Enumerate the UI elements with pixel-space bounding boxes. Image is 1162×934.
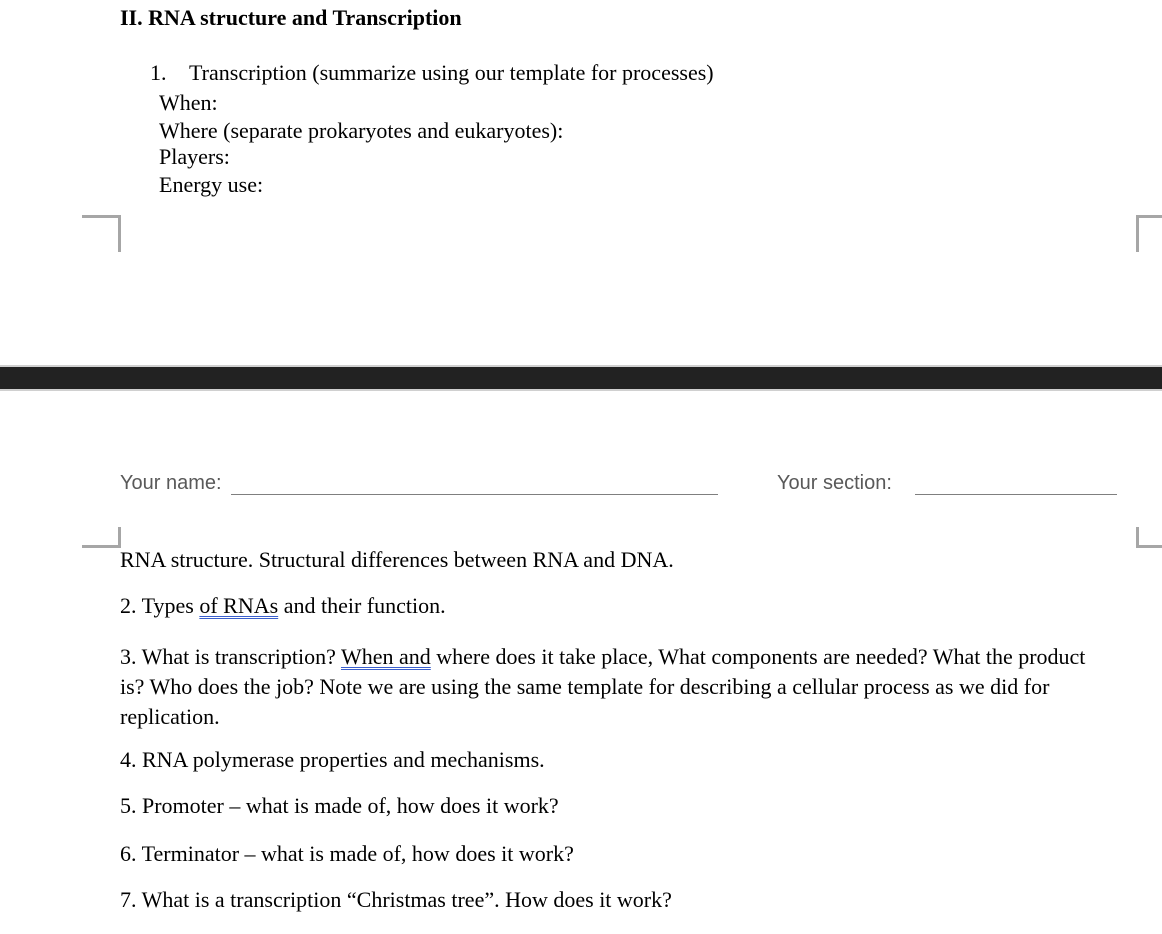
page-break-edge bbox=[0, 389, 1162, 391]
name-label: Your name: bbox=[120, 472, 222, 494]
crop-mark-top-left bbox=[82, 215, 121, 252]
grammar-flag[interactable]: When and bbox=[340, 644, 431, 669]
section-label: Your section: bbox=[777, 472, 892, 494]
question-7: 7. What is a transcription “Christmas tree”. How does it work? bbox=[120, 887, 672, 912]
field-label-energy-use: Energy use: bbox=[159, 172, 264, 197]
question-3 bbox=[120, 642, 1110, 732]
question-2-text: and their function. bbox=[278, 593, 446, 618]
crop-mark-bottom-right bbox=[1136, 527, 1162, 548]
question-6: 6. Terminator – what is made of, how does it work? bbox=[120, 841, 574, 866]
grammar-flag[interactable]: of RNAs bbox=[199, 593, 279, 618]
question-2 bbox=[120, 593, 1110, 619]
crop-mark-bottom-left bbox=[82, 527, 121, 548]
section-input-line[interactable] bbox=[915, 494, 1117, 495]
list-item-number: 1. bbox=[150, 60, 167, 85]
question-3-text: 3. What is transcription? bbox=[120, 644, 341, 669]
question-1: RNA structure. Structural differences between RNA and DNA. bbox=[120, 547, 674, 572]
question-3-text: where does it take place, What components are needed? What the product is? Who does the job? Note we are using the same template for describing a cellular process as we did for replication. bbox=[120, 644, 1086, 729]
page-break bbox=[0, 367, 1162, 389]
crop-mark-top-right bbox=[1136, 215, 1162, 252]
question-2-text: 2. Types bbox=[120, 593, 200, 618]
field-label-where: Where (separate prokaryotes and eukaryotes): bbox=[159, 118, 564, 143]
section-heading: II. RNA structure and Transcription bbox=[120, 5, 462, 30]
name-input-line[interactable] bbox=[231, 494, 718, 495]
list-item-title: Transcription (summarize using our template for processes) bbox=[189, 60, 714, 85]
field-label-when: When: bbox=[159, 90, 218, 115]
field-label-players: Players: bbox=[159, 144, 230, 169]
question-4: 4. RNA polymerase properties and mechanisms. bbox=[120, 747, 545, 772]
question-5: 5. Promoter – what is made of, how does it work? bbox=[120, 793, 559, 818]
